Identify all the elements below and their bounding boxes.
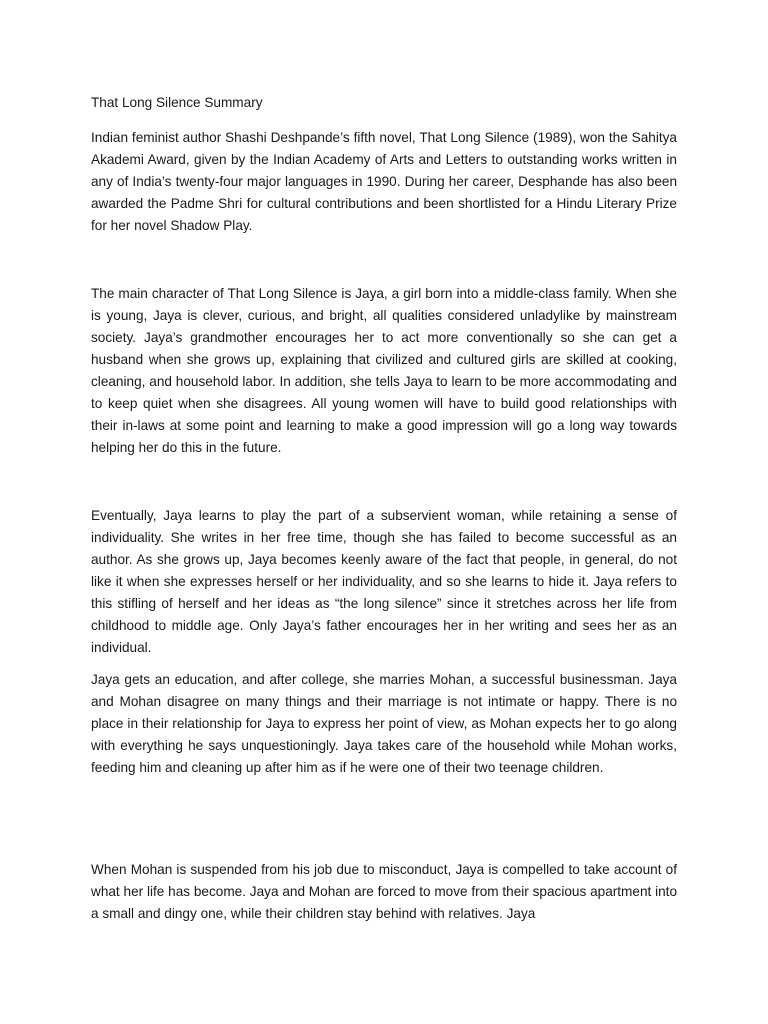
paragraph-3: Eventually, Jaya learns to play the part of a subservient woman, while retaining a sense of individuality. She writes in her free time, though she has failed to become successful as an author. As she grows up, Jaya becomes keenly aware of the fact that people, in general, do not like it when she expresses herself or her individuality, and so she learns to hide it. Jaya refers to this stifling of herself and her ideas as “the long silence” since it stretches across her life from childhood to middle age. Only Jaya’s father encourages her in her writing and sees her as an individual. xyxy=(91,508,677,655)
paragraph-5: When Mohan is suspended from his job due to misconduct, Jaya is compelled to take account of what her life has become. Jaya and Mohan are forced to move from their spacious apartment into a small and dingy one, while their children stay behind with relatives. Jaya xyxy=(91,862,677,921)
paragraph-1: Indian feminist author Shashi Deshpande’s fifth novel, That Long Silence (1989), won the Sahitya Akademi Award, given by the Indian Academy of Arts and Letters to outstanding works written in any of India’s twenty-four major languages in 1990. During her career, Desphande has also been awarded the Padme Shri for cultural contributions and been shortlisted for a Hindu Literary Prize for her novel Shadow Play. xyxy=(91,130,677,233)
document-title: That Long Silence Summary xyxy=(91,95,263,110)
paragraph-4: Jaya gets an education, and after college, she marries Mohan, a successful businessman. Jaya and Mohan disagree on many things and their marriage is not intimate or happy. There is no place in their relationship for Jaya to express her point of view, as Mohan expects her to go along with everything he says unquestioningly. Jaya takes care of the household while Mohan works, feeding him and cleaning up after him as if he were one of their two teenage children. xyxy=(91,672,677,775)
paragraph-2: The main character of That Long Silence is Jaya, a girl born into a middle-class family. When she is young, Jaya is clever, curious, and bright, all qualities considered unladylike by mainstream society. Jaya’s grandmother encourages her to act more conventionally so she can get a husband when she grows up, explaining that civilized and cultured girls are skilled at cooking, cleaning, and household labor. In addition, she tells Jaya to learn to be more accommodating and to keep quiet when she disagrees. All young women will have to build good relationships with their in-laws at some point and learning to make a good impression will go a long way towards helping her do this in the future. xyxy=(91,286,677,455)
